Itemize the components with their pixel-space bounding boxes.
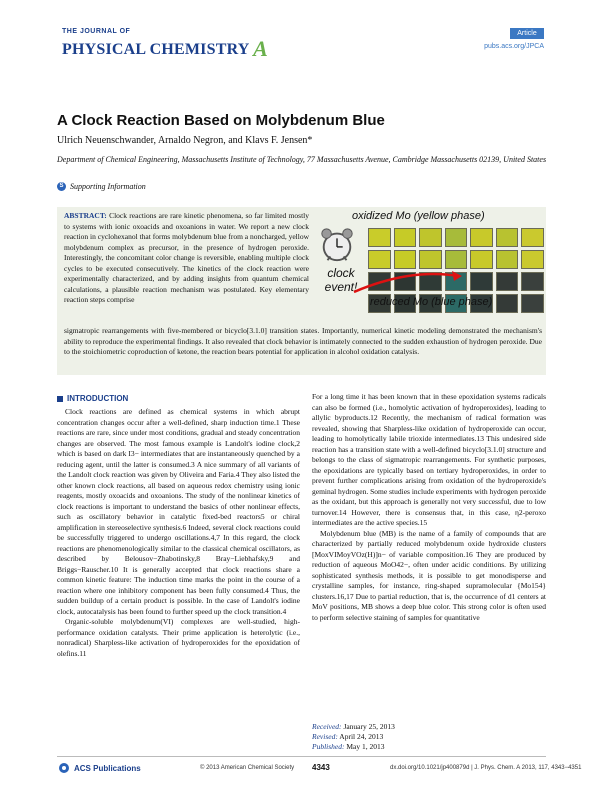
supporting-info-icon: S [57, 182, 66, 191]
journal-the-label: THE JOURNAL OF [62, 28, 131, 35]
toc-bottom-label: reduced Mo (blue phase) [370, 296, 493, 308]
vial-cell [470, 272, 493, 291]
vial-cell [496, 294, 519, 313]
intro-paragraph-4: Molybdenum blue (MB) is the name of a family of compounds that are characterized by partially reduced molybdenum oxide hydroxide clusters [MoxVIMoyVOz(H)]n− of variable composition.16 They are produced by reduction of aqueous MoO42−, often under acidic conditions. By utilizing sophisticated synthesis methods, it is possible to get monodisperse and crystalline samples, for instance, ring-shaped supramolecular {Mo154} clusters.16,17 Due to partial reduction, that is, the occurrence of d1 centers at MoV positions, MB shows a deep blue color. This strong color is often used to perform selective staining of samples for quantitative [312, 528, 546, 622]
acs-logo-icon [58, 762, 70, 774]
journal-name[interactable] [62, 34, 268, 60]
vial-cell [419, 228, 442, 247]
vial-cell [521, 272, 544, 291]
supporting-info-link[interactable] [57, 182, 146, 191]
footer-divider [57, 756, 546, 757]
abstract-label: ABSTRACT: [64, 211, 107, 220]
vial-cell [521, 250, 544, 269]
section-marker-icon [57, 396, 63, 402]
acs-publications-label: ACS Publications [74, 763, 141, 773]
vial-cell [496, 228, 519, 247]
received-label: Received: [312, 722, 342, 731]
received-value: January 25, 2013 [343, 722, 395, 731]
journal-letter: A [253, 36, 268, 61]
vial-cell [496, 272, 519, 291]
vial-cell [445, 228, 468, 247]
intro-text [57, 407, 300, 659]
vial-cell [496, 250, 519, 269]
vial-cell [470, 228, 493, 247]
left-column [57, 394, 300, 659]
paper-title: A Clock Reaction Based on Molybdenum Blue [57, 112, 385, 129]
acs-publications-logo[interactable] [58, 762, 141, 774]
intro-paragraph-3: For a long time it has been known that in these epoxidation systems radicals can also be formed (i.e., homolytic activation of hydroperoxides), leading to allylic byproducts.12 Recently, the mechanism of radical formation was revealed, showing that Sharpless-like oxidation of hydroperoxide can occur, leading to homolytically labile trioxide intermediates.13 This undesired side reaction has a transition state with a well-defined bicyclo[3.1.0] structure and belongs to the class of sigmatropic rearrangements. For synthetic purposes, the epoxidations are typically based on tertiary hydroperoxides, in order to prevent further complications arising from oxidation of the hydroperoxide's geminal hydrogen. Some studies include experiments with hydrogen peroxide as the oxidant, but this approach is generally not very successful, due to low turnover.14 However, there is consensus that, in this case, η2-peroxo intermediates are the active species.15 [312, 392, 546, 527]
intro-paragraph-1: Clock reactions are defined as chemical systems in which abrupt concentration changes occur after a well-defined, sharp induction time.1 These reactions are rare, since under most conditions, gradual and steady concentration changes are observed. The most famous example is Landolt's iodine clock,2 which is based on dark I3− intermediates that are instantaneously quenched by a reducing agent, until the latter is consumed.3 A nice summary of all variants of the Landolt clock reaction was given by Oliveira and Faria.4 They also listed the other known clock reactions, all based on aqueous redox chemistry using ionic reagents, mostly oxoacids and oxoanions. The study of the nonlinear kinetics of clock reactions is important to understand the basics of other nonlinear effects, such as oscillatory behavior in catalytic fixed-bed reactors5 or chiral amplification in stereoselective synthesis.6 Indeed, several clock reactions could be successfully triggered to undergo oscillations.4,7 In this regard, the clock reactions are phenomenologically similar to the classical chemical oscillators, as described by Belousov−Zhabotinsky,8 Bray−Liebhafsky,9 and Briggs−Rauscher.10 It is generally accepted that clock reactions share a common kinetic feature: The induction time marks the point in the course of a reaction where one inhibitory component has been fully consumed.4 Thus, the sudden buildup of a certain product is possible. In the case of Landolt's iodine clock, autocatalysis has been found to further speed up the clock transition.4 [57, 407, 300, 616]
toc-clock-label: clock event! [324, 266, 358, 294]
intro-paragraph-2: Organic-soluble molybdenum(VI) complexes are well-studied, high-performance oxidation catalysts. Their prime application is heterolytic (i.e., nonradical) Sharpless-like activation of hydroperoxides for the epoxidation of olefins.11 [57, 617, 300, 658]
doi-citation[interactable]: dx.doi.org/10.1021/jp400879d | J. Phys. Chem. A 2013, 117, 4343−4351 [390, 765, 582, 771]
abstract-continuation: sigmatropic rearrangements with five-membered or bicyclo[3.1.0] transition states. Importantly, numerical kinetic modeling demonstrated the mechanism's ability to reproduce the experimental findings. It also revealed that clock behavior is intimately connected to the sudden exhaustion of hydrogen peroxide. Due to the stoichiometric coproduction of ketone, the reaction bears potential for application in alcohol oxidation catalysis. [64, 326, 542, 356]
vial-cell [521, 294, 544, 313]
copyright-notice: © 2013 American Chemical Society [200, 765, 295, 771]
published-value: May 1, 2013 [346, 742, 385, 751]
revised-label: Revised: [312, 732, 338, 741]
right-column [312, 392, 546, 623]
alarm-clock-icon [318, 226, 356, 264]
author-list: Ulrich Neuenschwander, Arnaldo Negron, and Klavs F. Jensen* [57, 135, 313, 146]
date-revised [312, 732, 395, 742]
date-published [312, 742, 395, 752]
supporting-info-label: Supporting Information [70, 182, 146, 191]
section-heading-introduction [57, 394, 300, 403]
journal-name-text: PHYSICAL CHEMISTRY [62, 41, 249, 58]
section-heading-text: INTRODUCTION [67, 394, 129, 403]
affiliation: Department of Chemical Engineering, Massachusetts Institute of Technology, 77 Massachusetts Avenue, Cambridge Massachusetts 02139, United States [57, 155, 547, 164]
revised-value: April 24, 2013 [339, 732, 384, 741]
vial-cell [470, 250, 493, 269]
vial-cell [368, 228, 391, 247]
published-label: Published: [312, 742, 345, 751]
publication-dates [312, 722, 395, 752]
article-type-badge: Article [510, 28, 544, 39]
arrow-icon [350, 262, 470, 298]
page-number: 4343 [312, 763, 330, 772]
abstract-part1: Clock reactions are rare kinetic phenomena, so far limited mostly to systems with ionic oxoacids and oxoanions in water. We report a new clock reaction in cyclohexanol that forms molybdenum blue from a noncharged, yellow molybdenum complex as precursor, in the presence of hydrogen peroxide. Interestingly, the concomitant color change is reversible, enabling multiple clock cycles to be executed consecutively. The kinetics of the clock reaction were experimentally characterized, and by adding insights from quantum chemical calculations, a plausible reaction mechanism was postulated. Key elementary reaction steps comprise [64, 211, 310, 304]
date-received [312, 722, 395, 732]
toc-top-label: oxidized Mo (yellow phase) [352, 210, 485, 222]
vial-cell [521, 228, 544, 247]
vial-cell [394, 228, 417, 247]
abstract-text [64, 211, 309, 306]
journal-url-link[interactable]: pubs.acs.org/JPCA [484, 43, 544, 50]
